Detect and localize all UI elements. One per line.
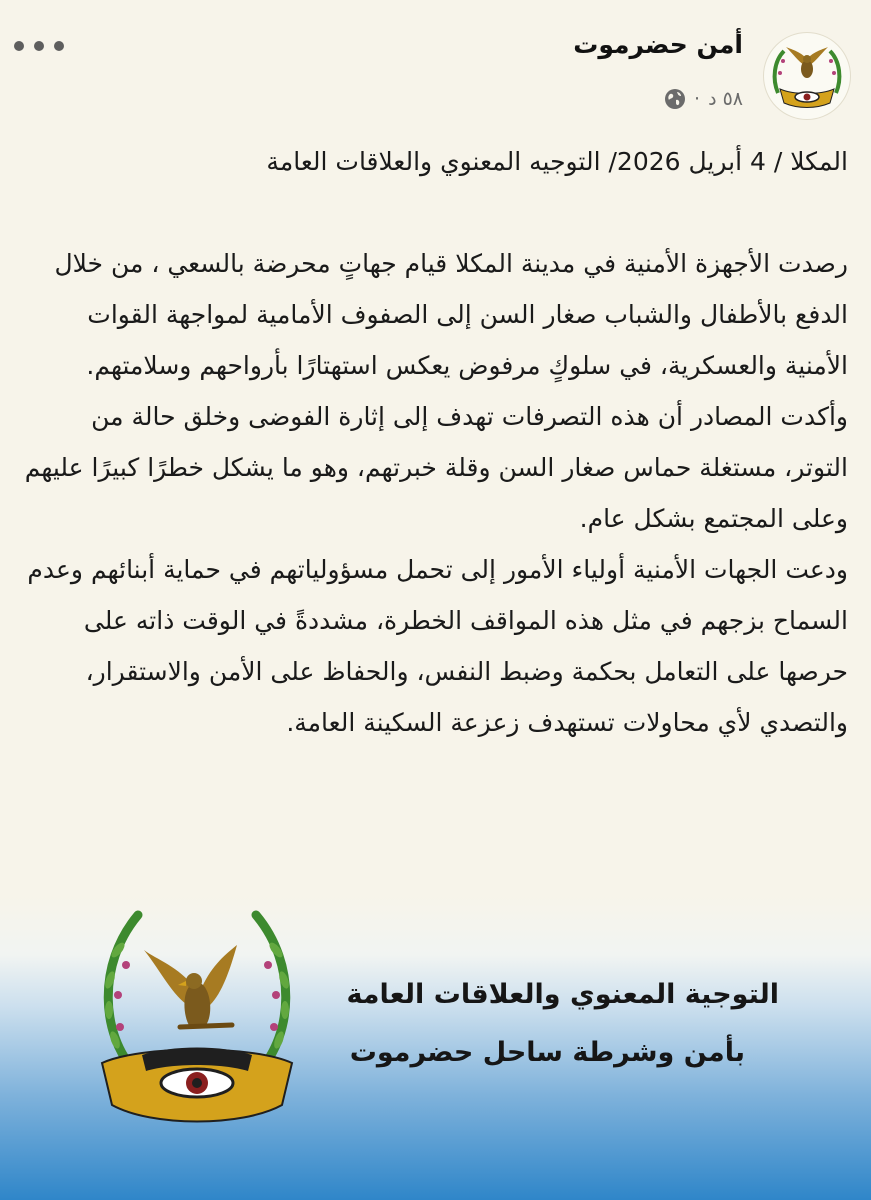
more-options-icon[interactable]	[14, 38, 64, 54]
post-paragraph: رصدت الأجهزة الأمنية في مدينة المكلا قيام جهاتٍ محرضة بالسعي ، من خلال الدفع بالأطفال والشباب صغار السن إلى الصفوف الأمامية لمواجهة القوات الأمنية والعسكرية، في سلوكٍ مرفوض يعكس استهتارًا بأرواحهم وسلامتهم.	[54, 249, 848, 380]
banner-title: التوجية المعنوي والعلاقات العامة	[346, 979, 779, 1010]
meta-separator: ·	[694, 88, 701, 110]
page-avatar[interactable]	[763, 32, 851, 120]
dot	[34, 41, 44, 51]
dot	[54, 41, 64, 51]
banner-subtitle: بأمن وشرطة ساحل حضرموت	[349, 1037, 745, 1068]
post-dateline: المكلا / 4 أبريل 2026/ التوجيه المعنوي والعلاقات العامة	[266, 147, 848, 176]
avatar-emblem	[764, 33, 850, 119]
post-time[interactable]: ٥٨ د	[708, 88, 743, 110]
dot	[14, 41, 24, 51]
post-image-banner[interactable]	[0, 895, 871, 1200]
post-header	[0, 0, 871, 130]
post-meta	[664, 86, 743, 112]
post-paragraph: ودعت الجهات الأمنية أولياء الأمور إلى تحمل مسؤولياتهم في حماية أبنائهم وعدم السماح بزجهم في مثل هذه المواقف الخطرة، مشددةً في الوقت ذاته على حرصها على التعامل بحكمة وضبط النفس، والحفاظ على الأمن والاستقرار، والتصدي لأي محاولات تستهدف زعزعة السكينة العامة.	[27, 555, 848, 737]
security-emblem	[82, 895, 312, 1155]
globe-icon	[664, 88, 686, 110]
post-body	[22, 136, 848, 748]
post-paragraph: وأكدت المصادر أن هذه التصرفات تهدف إلى إثارة الفوضى وخلق حالة من التوتر، مستغلة حماس صغار السن وقلة خبرتهم، وهو ما يشكل خطرًا كبيرًا عليهم وعلى المجتمع بشكل عام.	[24, 402, 848, 533]
page-name[interactable]: أمن حضرموت	[573, 30, 743, 59]
